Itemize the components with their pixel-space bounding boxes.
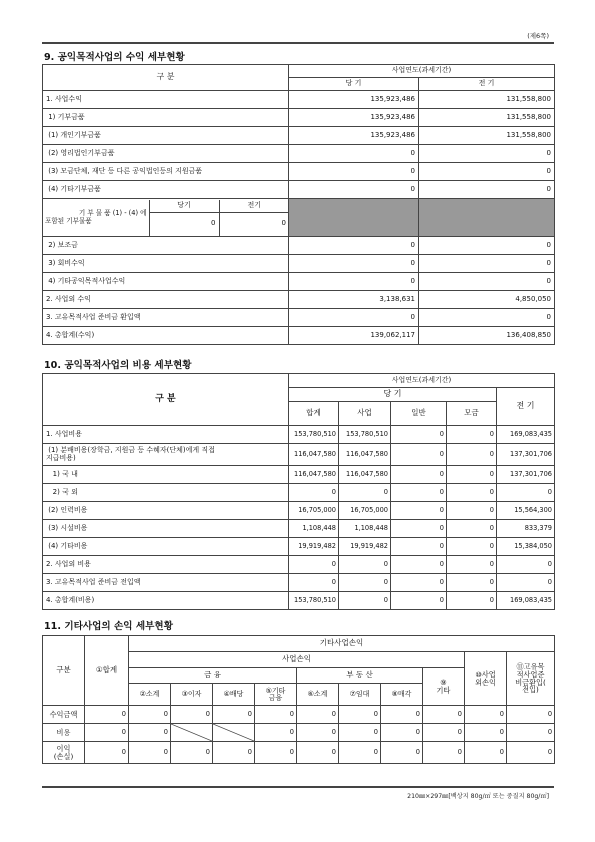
other-business-pl-table [42, 635, 555, 764]
value-cell: 0 [297, 724, 339, 742]
general-value: 0 [391, 592, 447, 610]
table-row [43, 426, 555, 444]
table-row [43, 145, 555, 163]
fundraising-value: 0 [447, 444, 497, 466]
row-label: (1) 개인기부금품 [43, 127, 289, 145]
expense-detail-table [42, 373, 555, 610]
fin-subtotal-header: ②소계 [129, 684, 171, 706]
prior-value: 137,301,706 [497, 444, 555, 466]
goods-current-header: 당기 [149, 200, 219, 213]
section-10-title: 10. 공익목적사업의 비용 세부현황 [44, 360, 192, 371]
other-business-header: 기타사업손익 [129, 636, 555, 652]
current-period-header: 당 기 [289, 388, 497, 402]
fiscal-year-header: 사업연도(과세기간) [289, 65, 555, 78]
table-row [43, 556, 555, 574]
row-label-line1: (4) 기타비용 [46, 541, 88, 550]
table-row [43, 109, 555, 127]
value-cell: 0 [213, 742, 255, 764]
fundraising-value: 0 [447, 520, 497, 538]
total-value: 116,047,580 [289, 466, 339, 484]
prior-value: 0 [419, 163, 555, 181]
value-cell: 0 [339, 742, 381, 764]
reserve-line1: ⑪고유목 [516, 661, 545, 671]
value-cell: 0 [507, 742, 555, 764]
value-cell: 0 [381, 706, 423, 724]
value-cell: 0 [171, 742, 213, 764]
table-row [43, 592, 555, 610]
prior-value: 0 [419, 255, 555, 273]
row-label [43, 520, 289, 538]
row-label: 2) 보조금 [43, 237, 289, 255]
prior-value: 0 [497, 484, 555, 502]
prior-value: 4,850,050 [419, 291, 555, 309]
goods-label-cell [43, 199, 289, 237]
table-row [43, 127, 555, 145]
row-label: (4) 기타기부금품 [43, 181, 289, 199]
finance-header: 금 융 [129, 668, 297, 684]
goods-current-value: 0 [149, 213, 219, 236]
table-row [43, 273, 555, 291]
prior-value: 136,408,850 [419, 327, 555, 345]
current-value: 0 [289, 309, 419, 327]
total-value: 16,705,000 [289, 502, 339, 520]
row-label: 2. 사업외 수익 [43, 291, 289, 309]
general-value: 0 [391, 466, 447, 484]
row-label: 3. 고유목적사업 준비금 환입액 [43, 309, 289, 327]
diagonal-cell [213, 724, 255, 742]
row-label [43, 502, 289, 520]
sub-header-total: 합계 [289, 402, 339, 426]
fundraising-value: 0 [447, 556, 497, 574]
sub-header-business: 사업 [339, 402, 391, 426]
table-row [43, 309, 555, 327]
table-row [43, 466, 555, 484]
value-cell: 0 [465, 742, 507, 764]
row-label-line1: 2. 사업외 비용 [46, 559, 91, 568]
value-cell: 0 [297, 742, 339, 764]
diagonal-line [171, 724, 212, 741]
revenue-detail-table [42, 64, 555, 345]
prior-value: 833,379 [497, 520, 555, 538]
etc-line2: 기타 [436, 685, 451, 695]
prior-value: 0 [419, 145, 555, 163]
general-value: 0 [391, 426, 447, 444]
general-value: 0 [391, 556, 447, 574]
total-value: 0 [289, 556, 339, 574]
fin-other-line1: ⑤기타 [265, 686, 286, 695]
total-value: 0 [289, 484, 339, 502]
prior-value: 0 [419, 309, 555, 327]
current-value: 0 [289, 145, 419, 163]
value-cell: 0 [297, 706, 339, 724]
business-value: 19,919,482 [339, 538, 391, 556]
value-cell: 0 [255, 742, 297, 764]
current-value: 139,062,117 [289, 327, 419, 345]
business-value: 153,780,510 [339, 426, 391, 444]
row-label: 4. 총합계(수익) [43, 327, 289, 345]
row-label-line2: 지급비용) [46, 453, 76, 462]
prior-value: 131,558,800 [419, 109, 555, 127]
value-cell: 0 [507, 706, 555, 724]
business-value: 1,108,448 [339, 520, 391, 538]
top-rule [42, 42, 554, 44]
table-row [43, 502, 555, 520]
goods-prior-value: 0 [219, 213, 289, 236]
table-row [43, 255, 555, 273]
sub-header-fundraising: 모금 [447, 402, 497, 426]
row-label-line1: 2) 국 외 [46, 487, 78, 496]
current-value: 3,138,631 [289, 291, 419, 309]
row-label: (2) 영리법인기부금품 [43, 145, 289, 163]
business-value: 0 [339, 574, 391, 592]
value-cell: 0 [171, 706, 213, 724]
fiscal-year-header: 사업연도(과세기간) [289, 374, 555, 388]
re-sale-header: ⑧매각 [381, 684, 423, 706]
current-value: 0 [289, 163, 419, 181]
current-value: 135,923,486 [289, 109, 419, 127]
business-value: 0 [339, 592, 391, 610]
page-number: (제6쪽) [527, 32, 549, 40]
re-subtotal-header: ⑥소계 [297, 684, 339, 706]
fundraising-value: 0 [447, 466, 497, 484]
business-pl-header: 사업손익 [129, 652, 465, 668]
current-value: 0 [289, 273, 419, 291]
table-row [43, 163, 555, 181]
value-cell: 0 [129, 742, 171, 764]
row-label [43, 426, 289, 444]
row-label [43, 592, 289, 610]
total-value: 116,047,580 [289, 444, 339, 466]
fin-dividend-header: ④배당 [213, 684, 255, 706]
etc-header [423, 668, 465, 706]
prior-value: 0 [497, 556, 555, 574]
row-label-line1: 이익 [56, 744, 71, 754]
general-value: 0 [391, 484, 447, 502]
table-row [43, 574, 555, 592]
row-label-line1: 3. 고유목적사업 준비금 전입액 [46, 577, 141, 586]
value-cell: 0 [129, 706, 171, 724]
non-operating-line1: ⑩사업 [475, 669, 496, 679]
fin-other-line2: 금융 [268, 693, 283, 702]
re-rent-header: ⑦임대 [339, 684, 381, 706]
business-value: 0 [339, 556, 391, 574]
fundraising-value: 0 [447, 538, 497, 556]
value-cell: 0 [465, 724, 507, 742]
reserve-line4: 전입) [522, 685, 539, 695]
fundraising-value: 0 [447, 484, 497, 502]
total-header: ①합계 [85, 636, 129, 706]
general-value: 0 [391, 502, 447, 520]
business-value: 16,705,000 [339, 502, 391, 520]
value-cell: 0 [423, 706, 465, 724]
table-row [43, 724, 555, 742]
reserve-line3: 비금환입( [515, 677, 546, 687]
gubun-header: 구분 [43, 636, 85, 706]
prior-value: 131,558,800 [419, 91, 555, 109]
prior-period-header: 전 기 [419, 78, 555, 91]
gray-cell [289, 199, 419, 237]
prior-period-header: 전 기 [497, 388, 555, 426]
fin-interest-header: ③이자 [171, 684, 213, 706]
row-label: (3) 모금단체, 재단 등 다른 공익법인등의 지원금품 [43, 163, 289, 181]
value-cell: 0 [85, 706, 129, 724]
goods-label-line1: 기 부 물 품 (1) - (4) 에 [78, 209, 147, 218]
row-label-line2: (손실) [53, 751, 74, 761]
table-row [43, 327, 555, 345]
bottom-rule [42, 786, 554, 788]
reserve-header [507, 652, 555, 706]
total-value: 153,780,510 [289, 426, 339, 444]
table-row [43, 237, 555, 255]
table-row [43, 291, 555, 309]
row-label: 3) 회비수익 [43, 255, 289, 273]
row-label-line1: (3) 시설비용 [46, 523, 88, 532]
table-row [43, 484, 555, 502]
row-label-line1: 1) 국 내 [46, 469, 78, 478]
value-cell: 0 [255, 724, 297, 742]
general-value: 0 [391, 538, 447, 556]
diagonal-cell [171, 724, 213, 742]
value-cell: 0 [423, 742, 465, 764]
general-value: 0 [391, 574, 447, 592]
value-cell: 0 [129, 724, 171, 742]
row-label-line1: 1. 사업비용 [46, 429, 82, 438]
current-value: 0 [289, 237, 419, 255]
row-label [43, 444, 289, 466]
row-label: 비용 [43, 724, 85, 742]
table-row [43, 181, 555, 199]
row-label-line1: (2) 인력비용 [46, 505, 88, 514]
goods-label [43, 200, 149, 236]
prior-value: 0 [419, 273, 555, 291]
gubun-header: 구 분 [43, 374, 289, 426]
total-value: 153,780,510 [289, 592, 339, 610]
total-value: 0 [289, 574, 339, 592]
fundraising-value: 0 [447, 426, 497, 444]
row-label [43, 484, 289, 502]
etc-line1: ⑨ [440, 677, 447, 687]
table-row [43, 444, 555, 466]
fin-other-header [255, 684, 297, 706]
row-label [43, 742, 85, 764]
current-value: 135,923,486 [289, 127, 419, 145]
current-value: 0 [289, 181, 419, 199]
diagonal-line [213, 724, 254, 741]
prior-value: 0 [419, 237, 555, 255]
total-value: 19,919,482 [289, 538, 339, 556]
prior-value: 169,083,435 [497, 426, 555, 444]
prior-value: 131,558,800 [419, 127, 555, 145]
prior-value: 169,083,435 [497, 592, 555, 610]
value-cell: 0 [339, 724, 381, 742]
non-operating-header [465, 652, 507, 706]
general-value: 0 [391, 444, 447, 466]
prior-value: 0 [419, 181, 555, 199]
business-value: 116,047,580 [339, 466, 391, 484]
value-cell: 0 [255, 706, 297, 724]
paper-spec-footer: 210㎜×297㎜[백상지 80g/㎡ 또는 중질지 80g/㎡] [407, 793, 549, 800]
row-label [43, 538, 289, 556]
gubun-header: 구 분 [43, 65, 289, 91]
value-cell: 0 [423, 724, 465, 742]
value-cell: 0 [507, 724, 555, 742]
value-cell: 0 [381, 724, 423, 742]
row-label-line1: 4. 총합계(비용) [46, 595, 95, 604]
goods-label-line2: 포함된 기부물품 [45, 216, 92, 225]
sub-header-general: 일반 [391, 402, 447, 426]
fundraising-value: 0 [447, 502, 497, 520]
section-11-title: 11. 기타사업의 손익 세부현황 [44, 621, 173, 632]
table-row [43, 91, 555, 109]
prior-value: 15,384,050 [497, 538, 555, 556]
table-row [43, 520, 555, 538]
row-label: 수익금액 [43, 706, 85, 724]
real-estate-header: 부 동 산 [297, 668, 423, 684]
total-value: 1,108,448 [289, 520, 339, 538]
current-value: 0 [289, 255, 419, 273]
current-value: 135,923,486 [289, 91, 419, 109]
reserve-line2: 적사업준 [516, 669, 545, 679]
business-value: 116,047,580 [339, 444, 391, 466]
prior-value: 0 [497, 574, 555, 592]
fundraising-value: 0 [447, 592, 497, 610]
value-cell: 0 [85, 724, 129, 742]
row-label [43, 574, 289, 592]
value-cell: 0 [381, 742, 423, 764]
table-row [43, 706, 555, 724]
gray-cell [419, 199, 555, 237]
row-label: 4) 기타공익목적사업수익 [43, 273, 289, 291]
row-label [43, 556, 289, 574]
value-cell: 0 [85, 742, 129, 764]
goods-prior-header: 전기 [219, 200, 289, 213]
value-cell: 0 [213, 706, 255, 724]
row-label: 1) 기부금품 [43, 109, 289, 127]
table-row [43, 742, 555, 764]
row-label: 1. 사업수익 [43, 91, 289, 109]
section-9-title: 9. 공익목적사업의 수익 세부현황 [44, 52, 185, 63]
prior-value: 15,564,300 [497, 502, 555, 520]
value-cell: 0 [339, 706, 381, 724]
business-value: 0 [339, 484, 391, 502]
table-row [43, 538, 555, 556]
fundraising-value: 0 [447, 574, 497, 592]
row-label [43, 466, 289, 484]
current-period-header: 당 기 [289, 78, 419, 91]
value-cell: 0 [465, 706, 507, 724]
prior-value: 137,301,706 [497, 466, 555, 484]
row-label-line1: (1) 분배비용(장학금, 지원금 등 수혜자(단체)에게 직접 [46, 445, 215, 454]
non-operating-line2: 외손익 [475, 677, 496, 687]
general-value: 0 [391, 520, 447, 538]
